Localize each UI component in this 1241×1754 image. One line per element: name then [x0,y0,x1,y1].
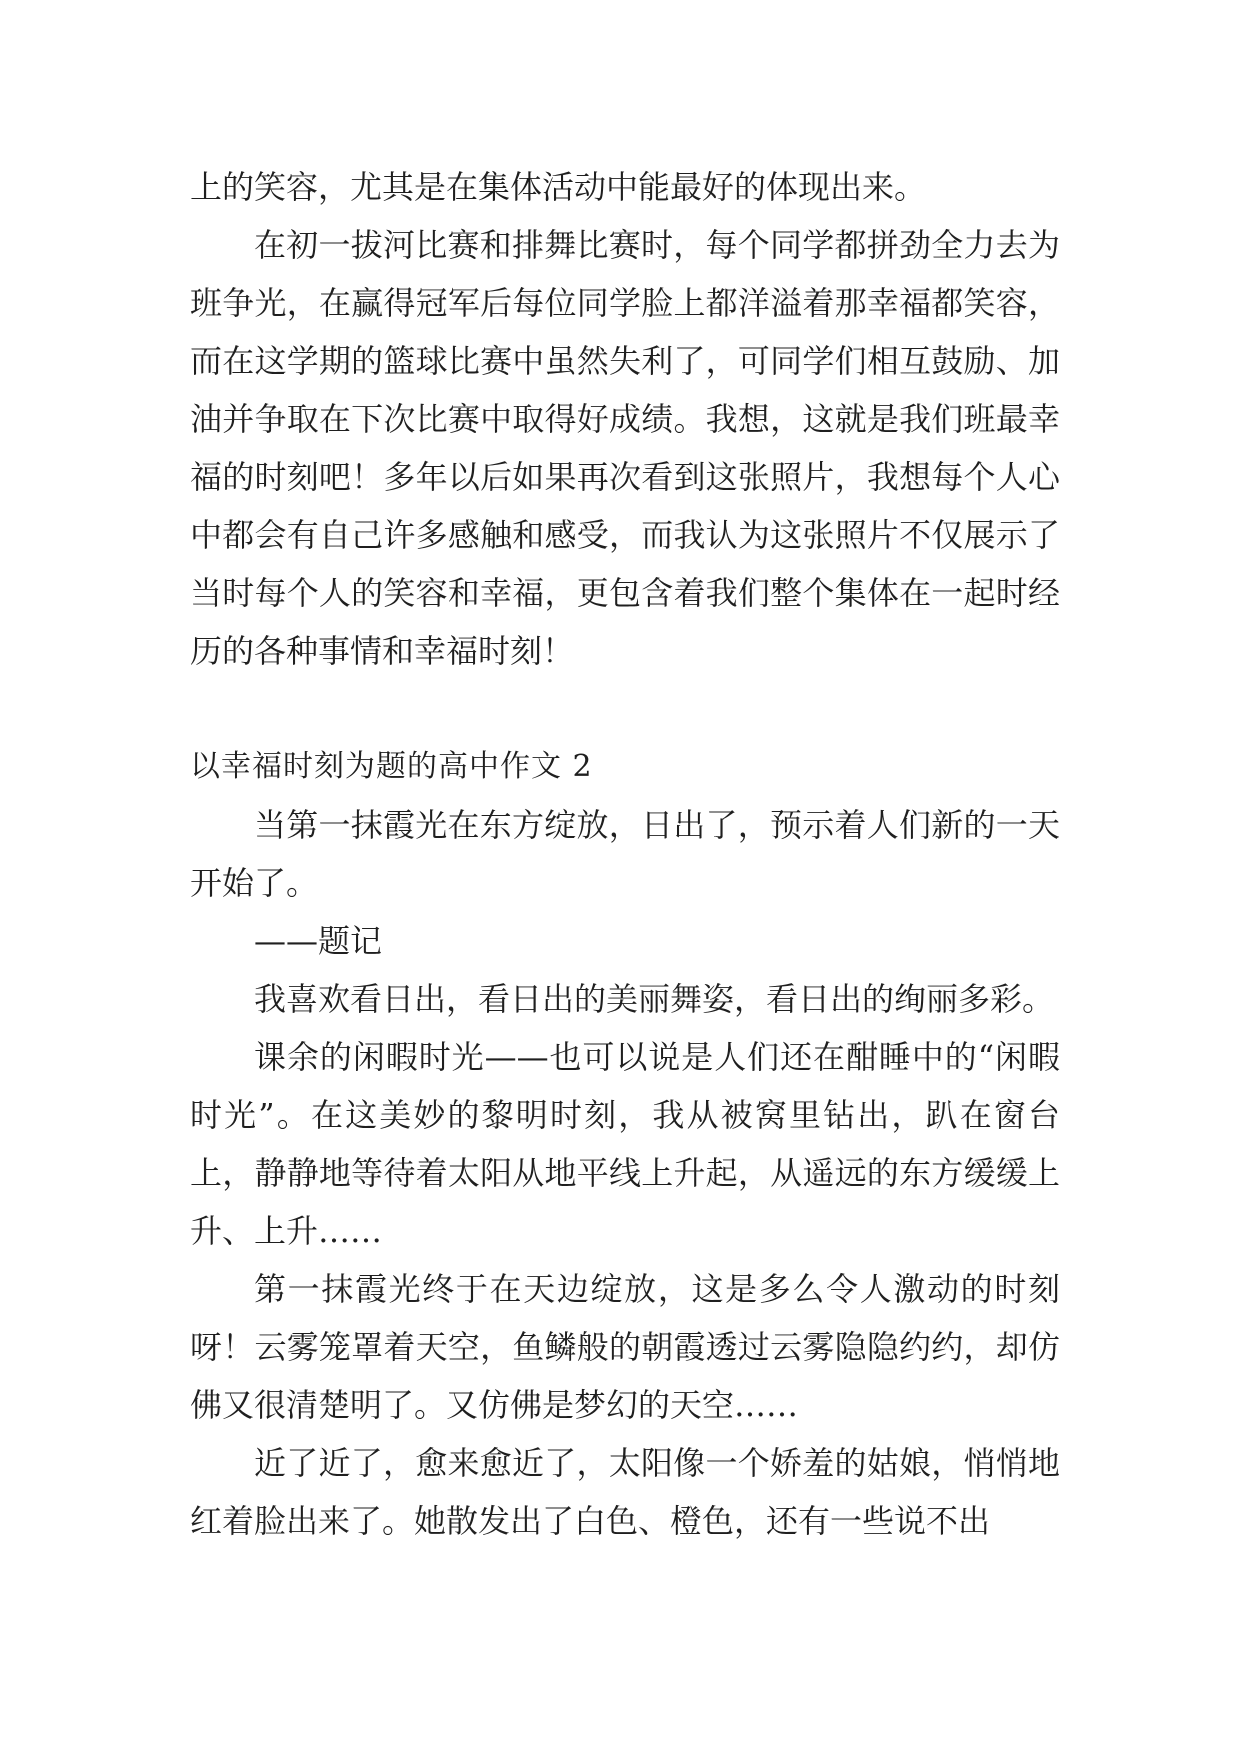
paragraph-tug-of-war: 在初一拔河比赛和排舞比赛时，每个同学都拼劲全力去为班争光，在赢得冠军后每位同学脸上都洋溢着那幸福都笑容，而在这学期的篮球比赛中虽然失利了，可同学们相互鼓励、加油并争取在下次比赛中取得好成绩。我想，这就是我们班最幸福的时刻吧！多年以后如果再次看到这张照片，我想每个人心中都会有自己许多感触和感受，而我认为这张照片不仅展示了当时每个人的笑容和幸福，更包含着我们整个集体在一起时经历的各种事情和幸福时刻！ [190,226,1060,670]
paragraph-epigraph: 当第一抹霞光在东方绽放，日出了，预示着人们新的一天开始了。 [190,806,1060,902]
paragraph-epigraph-source: ——题记 [254,922,383,960]
paragraph-leisure-time: 课余的闲暇时光——也可以说是人们还在酣睡中的“闲暇时光”。在这美妙的黎明时刻，我从被窝里钻出，趴在窗台上，静静地等待着太阳从地平线上升起，从遥远的东方缓缓上升、上升…… [190,1038,1060,1250]
paragraph-first-light: 第一抹霞光终于在天边绽放，这是多么令人激动的时刻呀！云雾笼罩着天空，鱼鳞般的朝霞透过云雾隐隐约约，却仿佛又很清楚明了。又仿佛是梦幻的天空…… [190,1270,1060,1424]
paragraph-continuation: 上的笑容，尤其是在集体活动中能最好的体现出来。 [190,168,927,206]
document-body [190,158,1060,1550]
paragraph-sunrise-intro: 我喜欢看日出，看日出的美丽舞姿，看日出的绚丽多彩。 [254,980,1055,1018]
paragraph-sun-rising: 近了近了，愈来愈近了，太阳像一个娇羞的姑娘，悄悄地红着脸出来了。她散发出了白色、橙色，还有一些说不出 [190,1444,1060,1540]
essay-heading: 以幸福时刻为题的高中作文 2 [190,749,593,784]
